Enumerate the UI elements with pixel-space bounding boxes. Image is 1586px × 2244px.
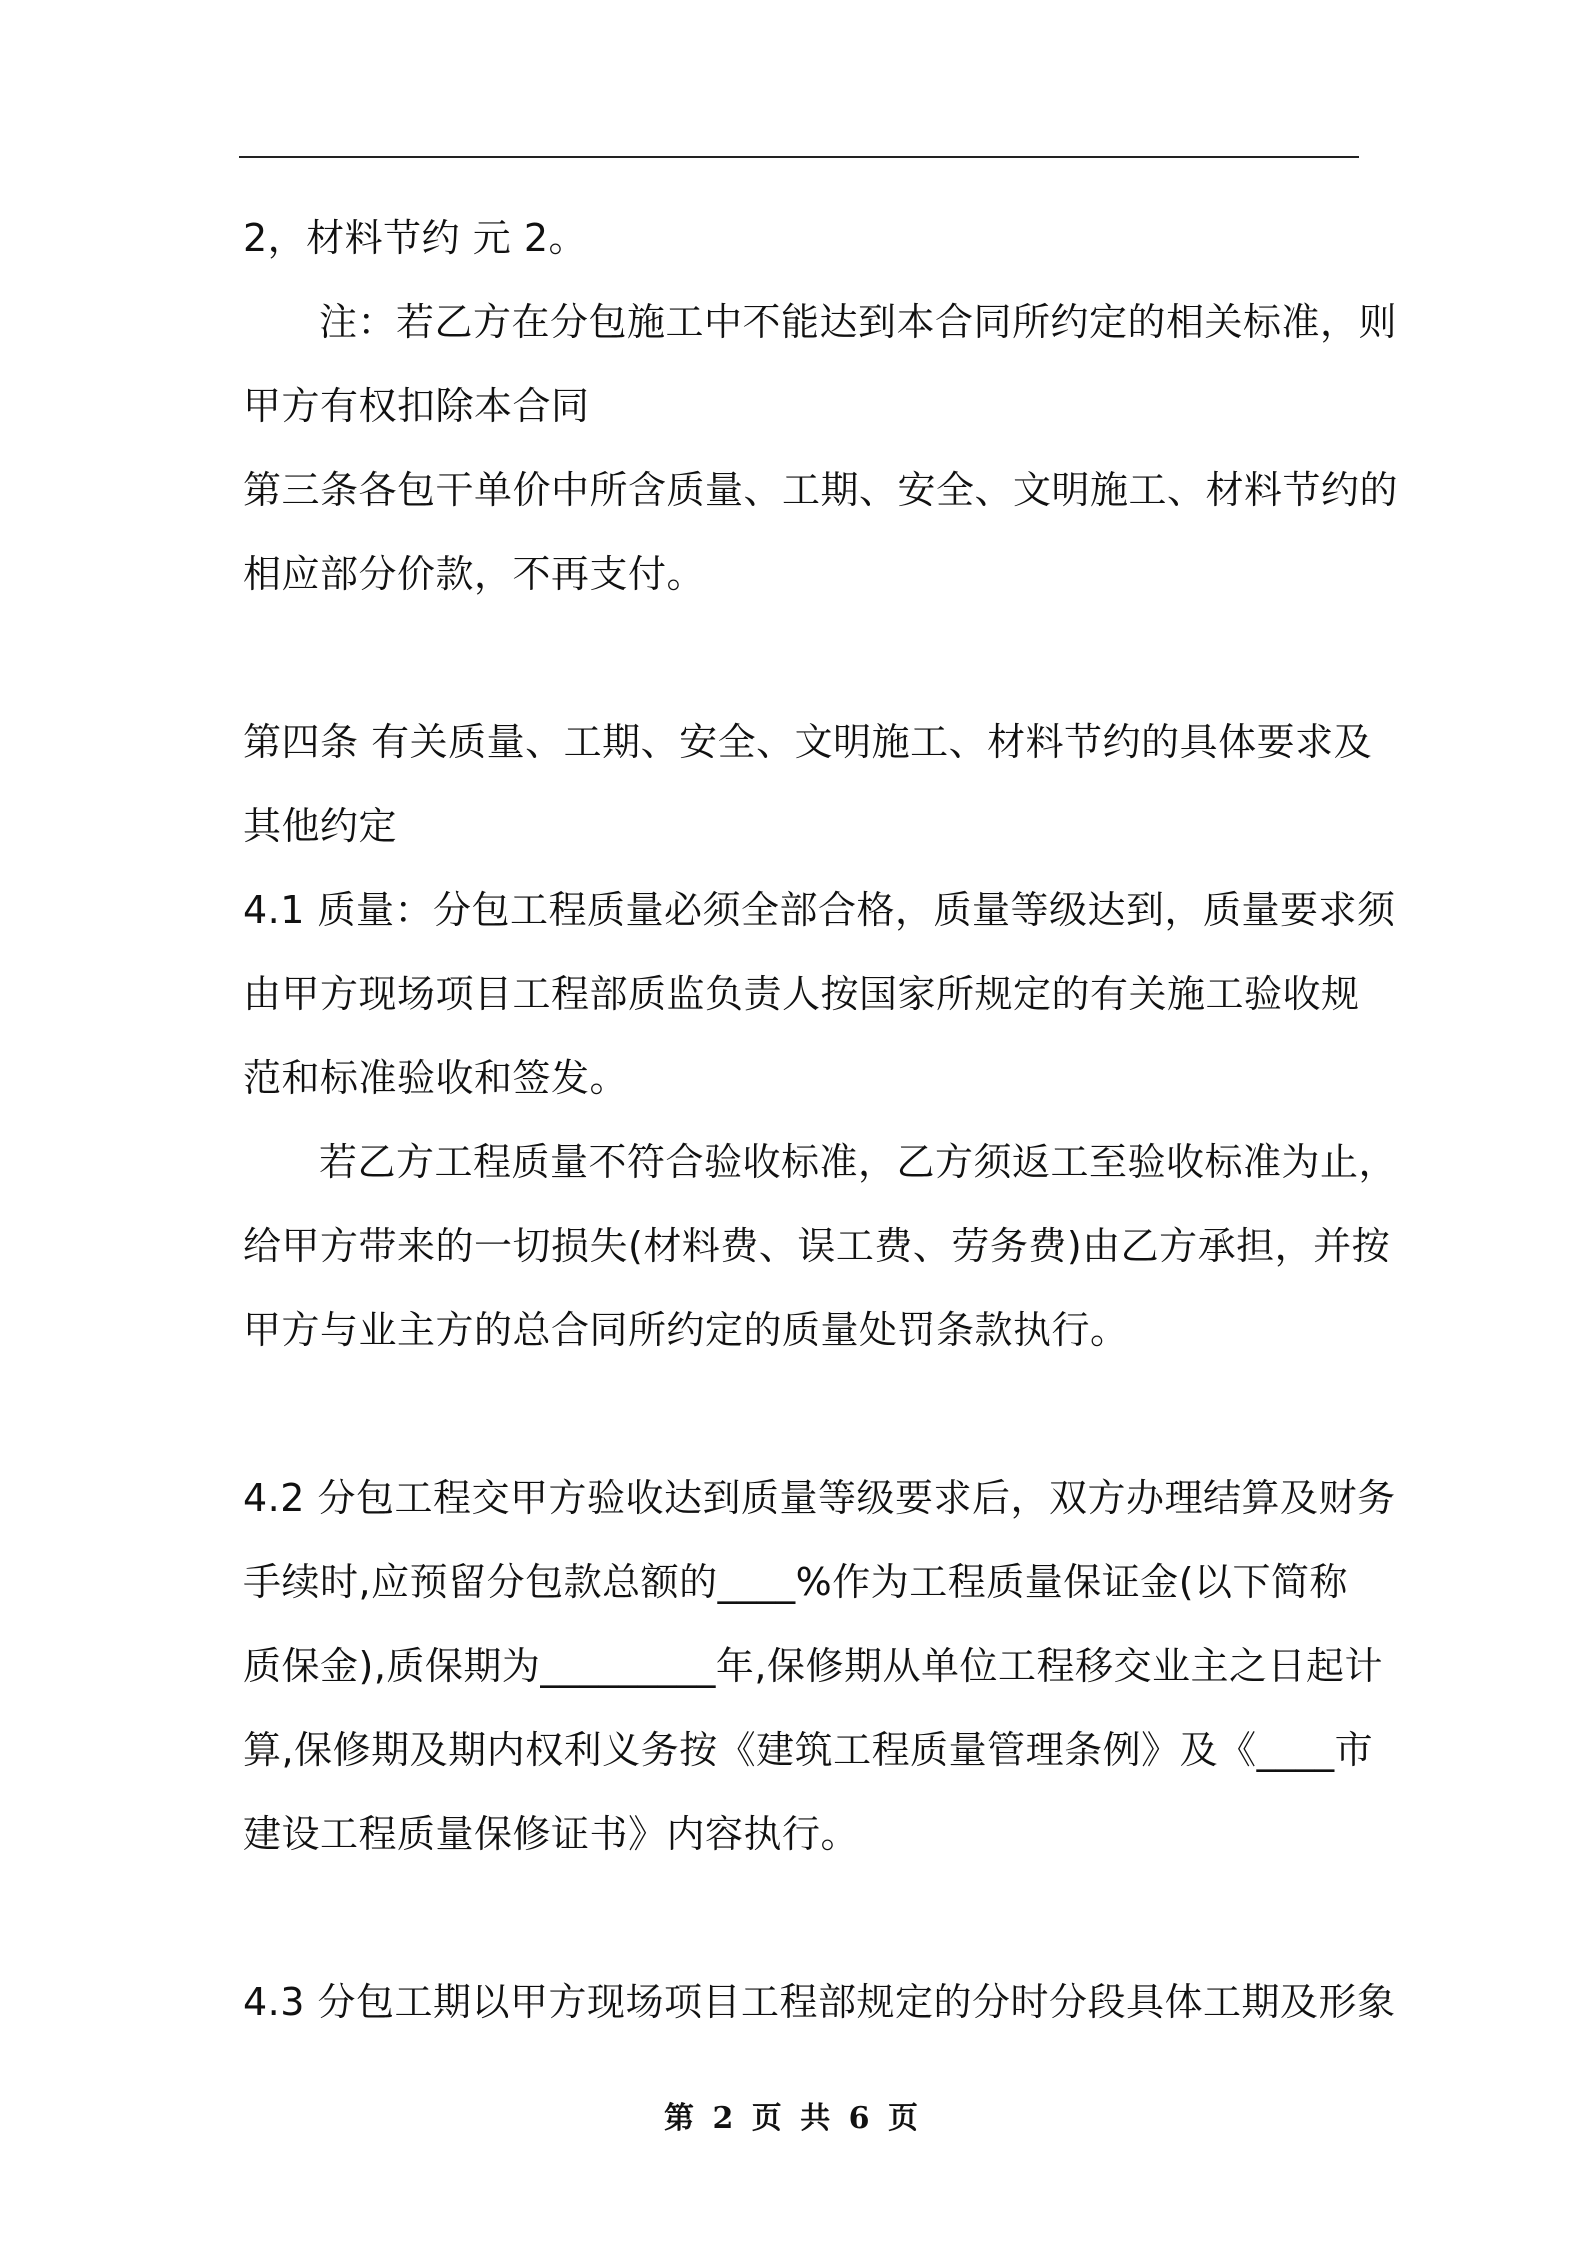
text-line: 范和标准验收和签发。 xyxy=(243,1056,629,1100)
text-line: 2，材料节约 元 2。 xyxy=(243,216,588,260)
text-line: 建设工程质量保修证书》内容执行。 xyxy=(243,1812,860,1856)
text-line: 第四条 有关质量、工期、安全、文明施工、材料节约的具体要求及 xyxy=(243,720,1373,764)
text-line: 4.2 分包工程交甲方验收达到质量等级要求后，双方办理结算及财务 xyxy=(243,1476,1396,1520)
paragraph-gap xyxy=(243,616,1363,700)
paragraph-gap xyxy=(243,1372,1363,1456)
page-number: 第 2 页 共 6 页 xyxy=(664,2101,922,2136)
text-line: 注：若乙方在分包施工中不能达到本合同所约定的相关标准，则 xyxy=(319,300,1398,344)
text-line: 算,保修期及期内权利义务按《建筑工程质量管理条例》及《____市 xyxy=(243,1728,1374,1772)
document-body xyxy=(243,196,1399,2044)
text-line: 其他约定 xyxy=(243,804,398,848)
paragraph-gap xyxy=(243,1876,1363,1960)
text-line: 4.3 分包工期以甲方现场项目工程部规定的分时分段具体工期及形象 xyxy=(243,1980,1396,2024)
text-line: 4.1 质量：分包工程质量必须全部合格，质量等级达到，质量要求须 xyxy=(243,888,1396,932)
text-line: 给甲方带来的一切损失(材料费、误工费、劳务费)由乙方承担，并按 xyxy=(243,1224,1391,1268)
text-line: 甲方与业主方的总合同所约定的质量处罚条款执行。 xyxy=(243,1308,1129,1352)
text-line: 手续时,应预留分包款总额的____%作为工程质量保证金(以下简称 xyxy=(243,1560,1349,1604)
header-rule xyxy=(239,156,1359,158)
text-line: 第三条各包干单价中所含质量、工期、安全、文明施工、材料节约的 xyxy=(243,468,1399,512)
text-line: 由甲方现场项目工程部质监负责人按国家所规定的有关施工验收规 xyxy=(243,972,1360,1016)
text-line: 质保金),质保期为_________年,保修期从单位工程移交业主之日起计 xyxy=(243,1644,1383,1688)
text-line: 相应部分价款，不再支付。 xyxy=(243,552,706,596)
text-line: 若乙方工程质量不符合验收标准，乙方须返工至验收标准为止， xyxy=(319,1140,1398,1184)
text-line: 甲方有权扣除本合同 xyxy=(243,384,590,428)
